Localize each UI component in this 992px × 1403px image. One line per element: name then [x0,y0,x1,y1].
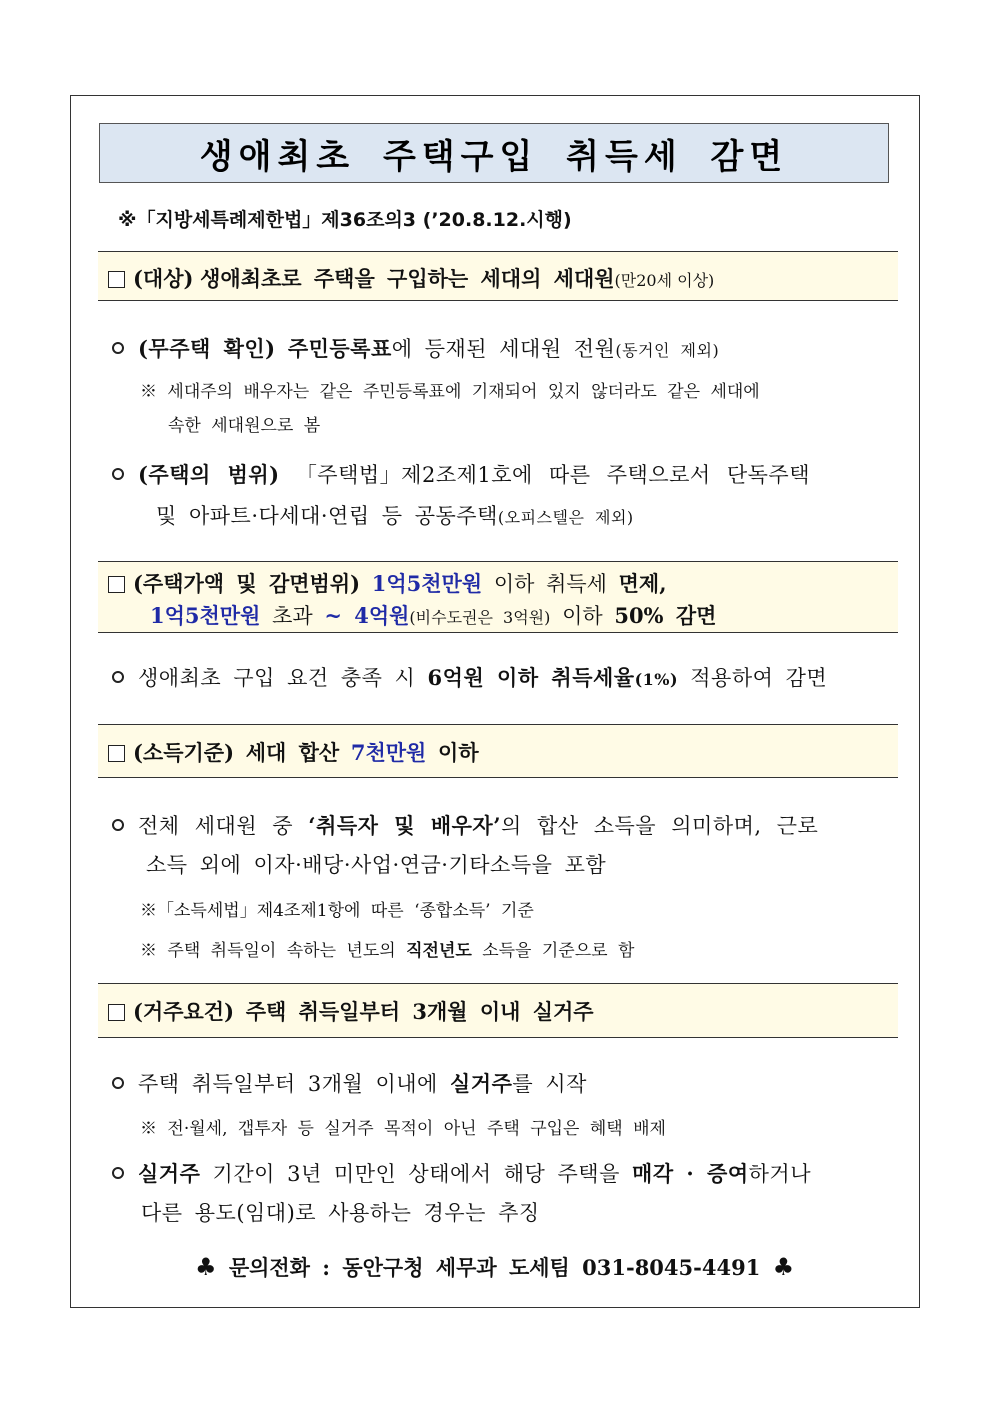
note-spouse-line2: 속한 세대원으로 봄 [168,416,321,436]
bullet-house-scope-line1: (주택의 범위) 「주택법」제2조제1호에 따른 주택으로서 단독주택 [112,459,810,489]
circle-bullet-icon [112,671,124,683]
note-income-year: ※ 주택 취득일이 속하는 년도의 직전년도 소득을 기준으로 함 [140,941,635,961]
section-target [98,251,898,301]
circle-bullet-icon [112,342,124,354]
section-note: (만20세 이상) [614,271,715,290]
bullet-income-line2: 소득 외에 이자·배당·사업·연금·기타소득을 포함 [146,853,607,877]
page-title: 생애최초 주택구입 취득세 감면 [199,136,789,177]
bullet-tax-rate: 생애최초 구입 요건 충족 시 6억원 이하 취득세율(1%) 적용하여 감면 [112,662,827,692]
note-exclusion: ※ 전·월세, 갭투자 등 실거주 목적이 아닌 주택 구입은 혜택 배제 [140,1119,666,1139]
section-text: 생애최초로 주택을 구입하는 세대의 세대원 [200,266,615,291]
circle-bullet-icon [112,1167,124,1179]
circle-bullet-icon [112,819,124,831]
bullet-clawback-line2: 다른 용도(임대)로 사용하는 경우는 추징 [141,1201,540,1225]
section-price-range: (주택가액 및 감면범위) 1억5천만원 이하 취득세 면제, 1억5천만원 초과 ~ 4억원(비수도권은 3억원) 이하 50% 감면 [98,561,898,633]
circle-bullet-icon [112,468,124,480]
bullet-house-scope-line2: 및 아파트·다세대·연립 등 공동주택(오피스텔은 제외) [156,504,634,528]
checkbox-square-icon [108,271,125,288]
note-income-law: ※「소득세법」제4조제1항에 따른 ‘종합소득’ 기준 [140,901,534,921]
section-label: (대상) [133,266,194,291]
bullet-no-house: (무주택 확인) 주민등록표에 등재된 세대원 전원(동거인 제외) [112,333,719,363]
circle-bullet-icon [112,1077,124,1089]
club-icon: ♣ [195,1252,217,1281]
note-spouse-line1: ※ 세대주의 배우자는 같은 주민등록표에 기재되어 있지 않더라도 같은 세대에 [140,382,760,402]
title-box [99,123,889,183]
bullet-clawback-line1: 실거주 기간이 3년 미만인 상태에서 해당 주택을 매각 · 증여하거나 [112,1158,811,1188]
bullet-residence: 주택 취득일부터 3개월 이내에 실거주를 시작 [112,1068,587,1098]
contact-footer: ♣ 문의전화 : 동안구청 세무과 도세팀 031-8045-4491 ♣ [195,1252,795,1281]
section-income: (소득기준) 세대 합산 7천만원 이하 [98,724,898,778]
checkbox-square-icon [108,1004,125,1021]
checkbox-square-icon [108,745,125,762]
club-icon: ♣ [772,1252,795,1281]
law-reference: ※「지방세특례제한법」제36조의3 (’20.8.12.시행) [118,209,572,231]
section-residence: (거주요건) 주택 취득일부터 3개월 이내 실거주 [98,983,898,1038]
checkbox-square-icon [108,576,125,593]
bullet-income-line1: 전체 세대원 중 ‘취득자 및 배우자’의 합산 소득을 의미하며, 근로 [112,810,818,840]
